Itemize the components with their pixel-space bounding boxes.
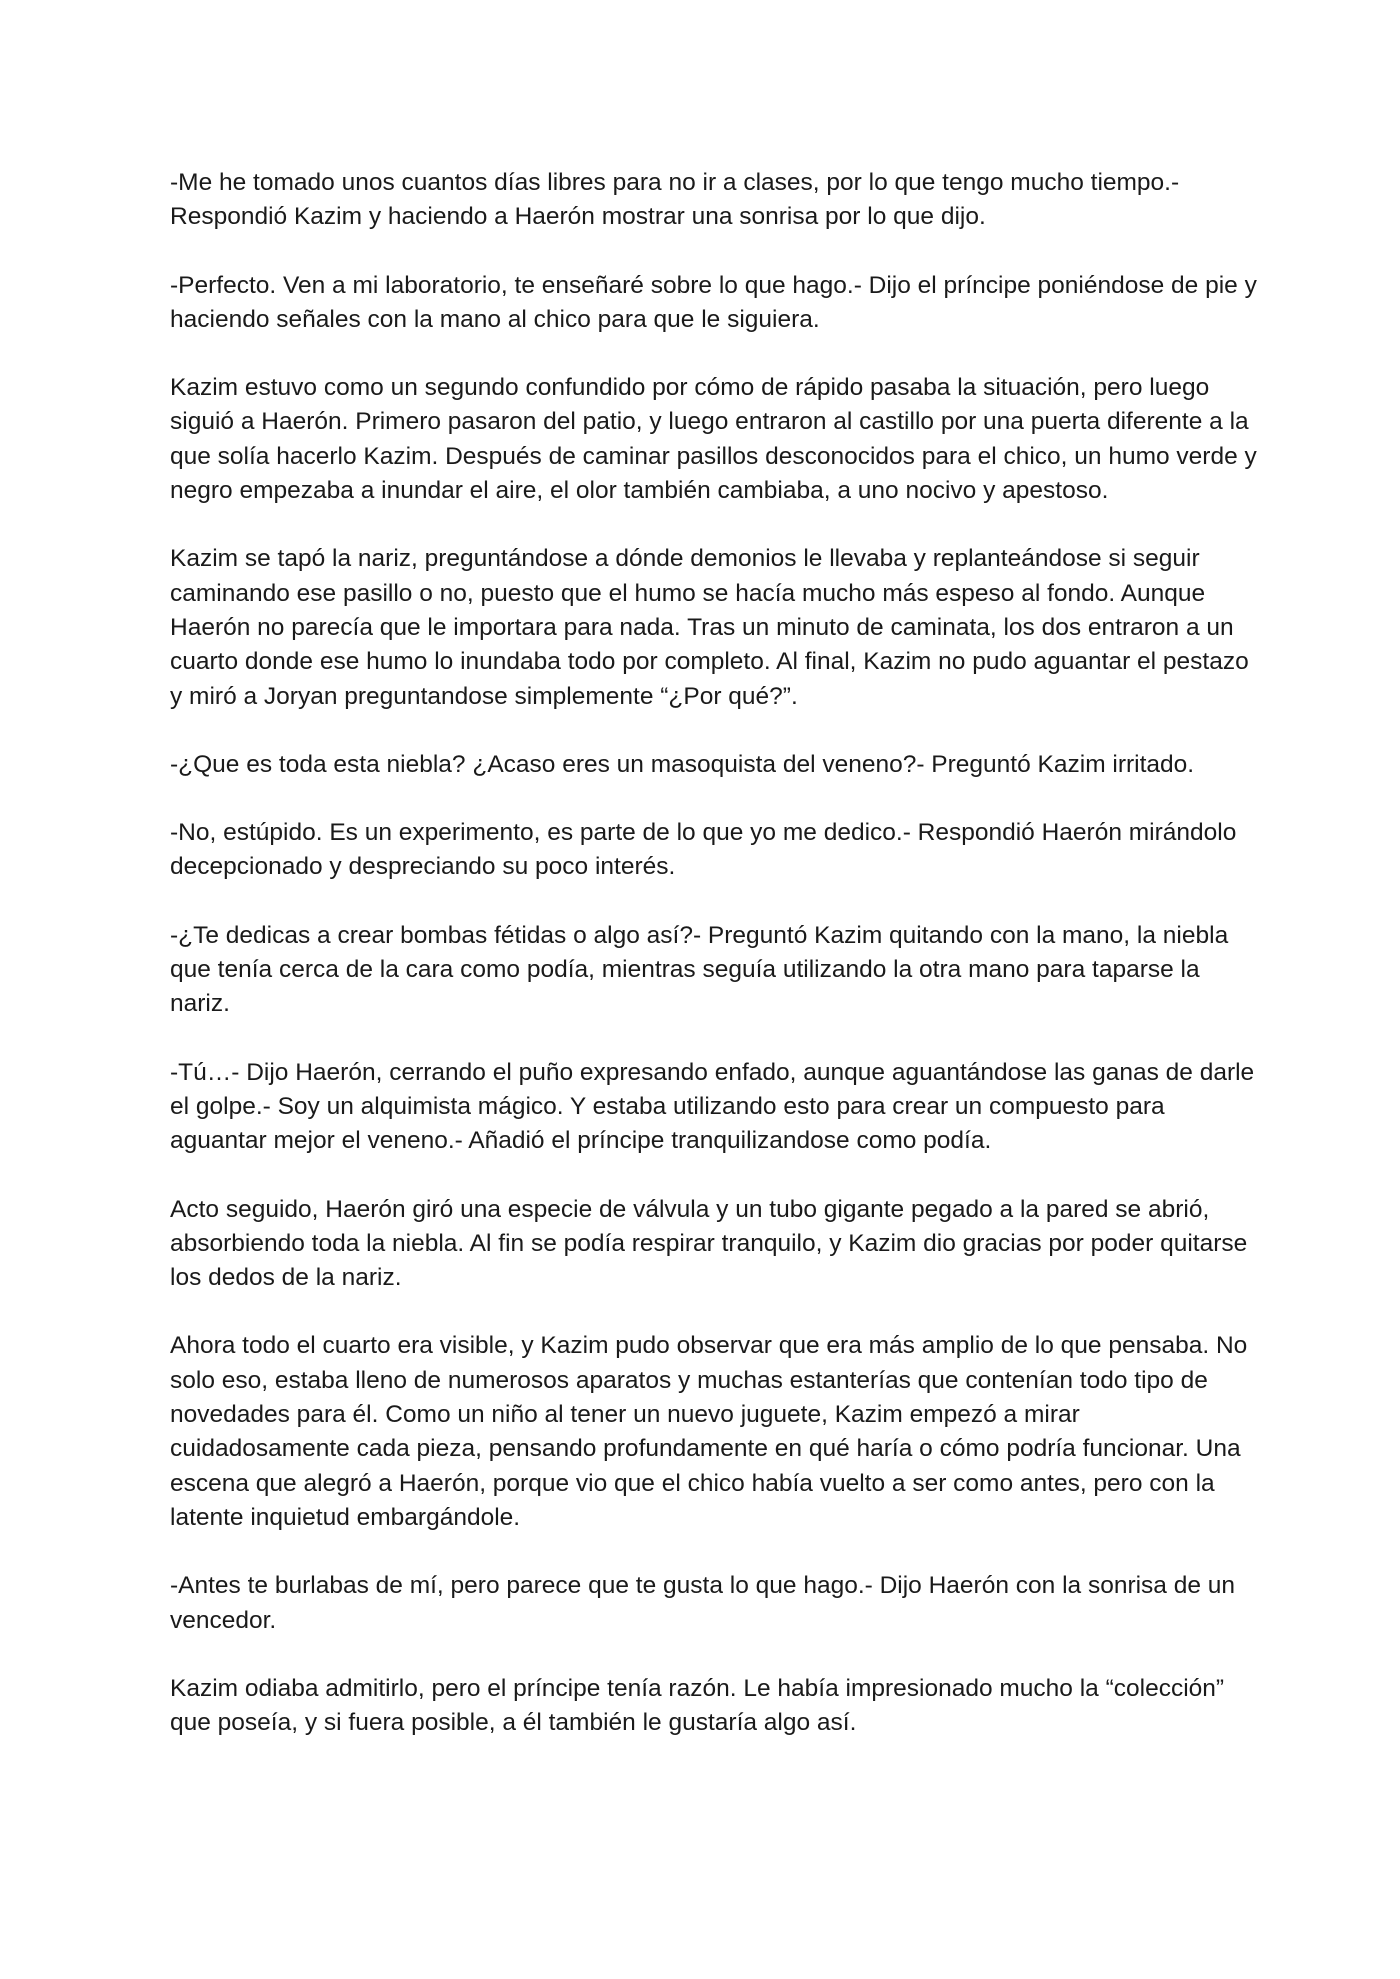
document-body: [170, 166, 1260, 1774]
paragraph: -Perfecto. Ven a mi laboratorio, te enseñaré sobre lo que hago.- Dijo el príncipe poniéndose de pie y haciendo señales con la mano al chico para que le siguiera.: [170, 271, 1257, 333]
paragraph: Acto seguido, Haerón giró una especie de válvula y un tubo gigante pegado a la pared se abrió, absorbiendo toda la niebla. Al fin se podía respirar tranquilo, y Kazim dio gracias por poder quitarse los dedos de la nariz.: [170, 1195, 1248, 1292]
paragraph: -No, estúpido. Es un experimento, es parte de lo que yo me dedico.- Respondió Haerón mirándolo decepcionado y despreciando su poco interés.: [170, 819, 1237, 881]
paragraph: Ahora todo el cuarto era visible, y Kazim pudo observar que era más amplio de lo que pensaba. No solo eso, estaba lleno de numerosos aparatos y muchas estanterías que contenían todo tipo de novedades para él. Como un niño al tener un nuevo juguete, Kazim empezó a mirar cuidadosamente cada pieza, pensando profundamente en qué haría o cómo podría funcionar. Una escena que alegró a Haerón, porque vio que el chico había vuelto a ser como antes, pero con la latente inquietud embargándole.: [170, 1332, 1248, 1531]
paragraph: -¿Que es toda esta niebla? ¿Acaso eres un masoquista del veneno?- Preguntó Kazim irritado.: [170, 750, 1195, 778]
paragraph: Kazim se tapó la nariz, preguntándose a dónde demonios le llevaba y replanteándose si seguir caminando ese pasillo o no, puesto que el humo se hacía mucho más espeso al fondo. Aunque Haerón no parecía que le importara para nada. Tras un minuto de caminata, los dos entraron a un cuarto donde ese humo lo inundaba todo por completo. Al final, Kazim no pudo aguantar el pestazo y miró a Joryan preguntandose simplemente “¿Por qué?”.: [170, 545, 1249, 710]
paragraph: Kazim estuvo como un segundo confundido por cómo de rápido pasaba la situación, pero luego siguió a Haerón. Primero pasaron del patio, y luego entraron al castillo por una puerta diferente a la que solía hacerlo Kazim. Después de caminar pasillos desconocidos para el chico, un humo verde y negro empezaba a inundar el aire, el olor también cambiaba, a uno nocivo y apestoso.: [170, 374, 1257, 505]
paragraph: -Tú…- Dijo Haerón, cerrando el puño expresando enfado, aunque aguantándose las ganas de darle el golpe.- Soy un alquimista mágico. Y estaba utilizando esto para crear un compuesto para aguantar mejor el veneno.- Añadió el príncipe tranquilizandose como podía.: [170, 1058, 1255, 1155]
paragraph: -Antes te burlabas de mí, pero parece que te gusta lo que hago.- Dijo Haerón con la sonrisa de un vencedor.: [170, 1572, 1236, 1634]
paragraph: -¿Te dedicas a crear bombas fétidas o algo así?- Preguntó Kazim quitando con la mano, la niebla que tenía cerca de la cara como podía, mientras seguía utilizando la otra mano para taparse la nariz.: [170, 921, 1229, 1018]
paragraph: Kazim odiaba admitirlo, pero el príncipe tenía razón. Le había impresionado mucho la “colección” que poseía, y si fuera posible, a él también le gustaría algo así.: [170, 1674, 1225, 1737]
paragraph: -Me he tomado unos cuantos días libres para no ir a clases, por lo que tengo mucho tiempo.- Respondió Kazim y haciendo a Haerón mostrar una sonrisa por lo que dijo.: [170, 169, 1180, 231]
